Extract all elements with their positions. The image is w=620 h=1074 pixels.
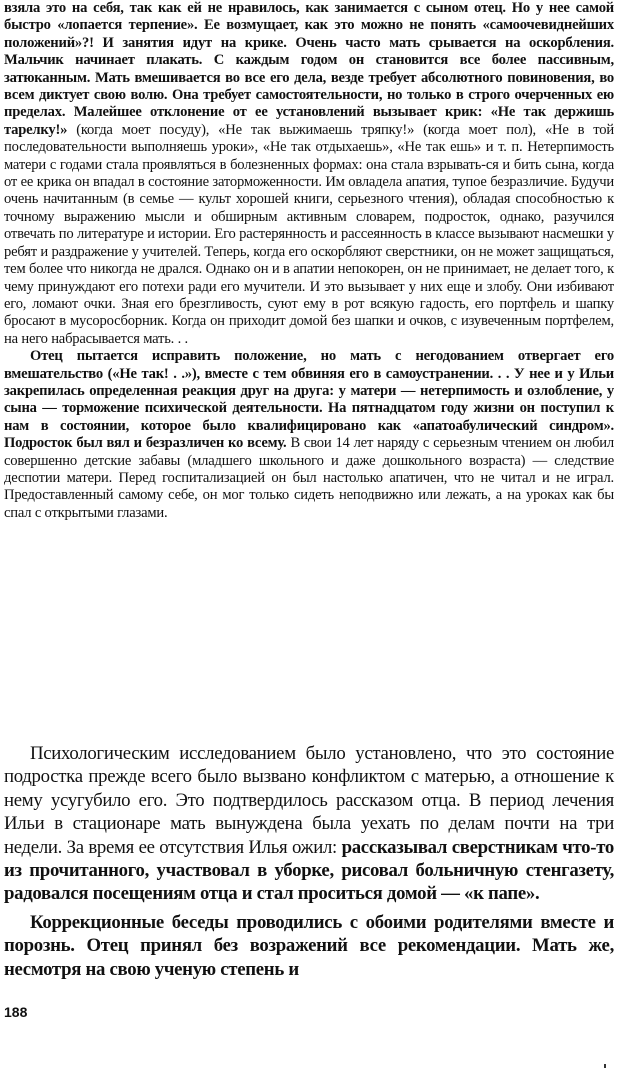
case-paragraph-1-regular: (когда моет посуду), «Не так выжимаешь тряпку!» (когда моет пол), «Не в той последовательности выполняешь уроки», «Не так отдыхаешь», «Не так ешь» и т. п. Нетерпимость матери с годами стала проявляться в болезненных формах: она стала взрывать-ся и бить сына, когда от ее крика он впадал в состояние заторможенности. Им овладела апатия, тупое безразличие. Будучи очень начитанным (в семье — культ хорошей книги, серьезного чтения), обладая способностью к точному выражению мысли и обширным активным словарем, подросток, однако, разучился отвечать по литературе и истории. Его растерянность и рассеянность в классе вызывают насмешки у ребят и раздражение у учителей. Теперь, когда его оскорбляют сверстники, он не может защищаться, тем более что никогда не дрался. Однако он и в апатии непокорен, он не принимает, не делает того, к чему принуждают его потехи ради его мучители. И это вызывает у них еще и злобу. Они избивают его, ломают очки. Зная его брезгливость, суют ему в рот всякую гадость, его портфель и шапку бросают в мусоросборник. Когда он приходит домой без шапки и очков, с изувеченным портфелем, на него набрасывается мать. . . bbox=[4, 121, 614, 347]
case-paragraph-2-regular: В свои 14 лет наряду с серьезным чтением он любил совершенно детские забавы (младшего школьного и даже дошкольного возраста) — следствие деспотии матери. Перед госпитализацией он был настолько апатичен, что не читал и не играл. Предоставленный самому себе, он мог только сидеть неподвижно или лежать, а на уроках как бы спал с открытыми глазами. bbox=[4, 435, 615, 521]
main-paragraph-1-bold: рассказывал сверстникам что-то из прочитанного, участвовал в уборке, рисовал больничную стенгазету, радовался посещениям отца и стал проситься домой — «к папе». bbox=[4, 836, 614, 905]
main-paragraph-1-regular: Психологическим исследованием было установлено, что это состояние подростка прежде всего было вызвано конфликтом с матерью, а отношение к нему усугубило его. Это подтвердилось рассказом отца. В период лечения Ильи в стационаре мать вынуждена была уехать по делам почти на три недели. За время ее отсутствия Илья ожил: bbox=[4, 743, 614, 858]
case-paragraph-2-bold: Отец пытается исправить положение, но мать с негодованием отвергает его вмешательство («Не так! . .»), вместе с тем обвиняя его в самоустранении. . . У нее и у Ильи закрепилась определенная реакция друг на друга: у матери — нетерпимость и озлобление, у сына — торможение психической деятельности. На пятнадцатом году жизни он поступил к нам в состоянии, которое было квалифицировано как «апатоабулический синдром». Подросток был вял и безразличен ко всему. bbox=[4, 348, 614, 452]
main-paragraph-1 bbox=[4, 742, 614, 906]
page-number: 188 bbox=[4, 1004, 28, 1020]
case-description-block bbox=[4, 0, 614, 522]
main-paragraph-2: Коррекционные беседы проводились с обоими родителями вместе и порознь. Отец принял без возражений все рекомендации. Мать же, несмотря на свою ученую степень и bbox=[4, 911, 614, 980]
case-paragraph-1 bbox=[4, 0, 614, 348]
case-paragraph-2 bbox=[4, 348, 614, 522]
main-text-block bbox=[4, 742, 614, 981]
print-speck bbox=[604, 1064, 606, 1068]
case-paragraph-1-bold: взяла это на себя, так как ей не нравилось, как занимается с сыном отец. Но у нее самой быстро «лопается терпение». Ее возмущает, как это можно не понять «самоочевиднейших положений»?! И занятия идут на крике. Очень часто мать срывается на оскорбления. Мальчик начинает плакать. С каждым годом он становится все более пассивным, затюканным. Мать вмешивается во все его дела, везде требует абсолютного повиновения, во всем диктует свою волю. Она требует самостоятельности, но только в строго очерченных ею пределах. Малейшее отклонение от ее установлений вызывает крик: «Не так держишь тарелку!» bbox=[4, 0, 614, 138]
